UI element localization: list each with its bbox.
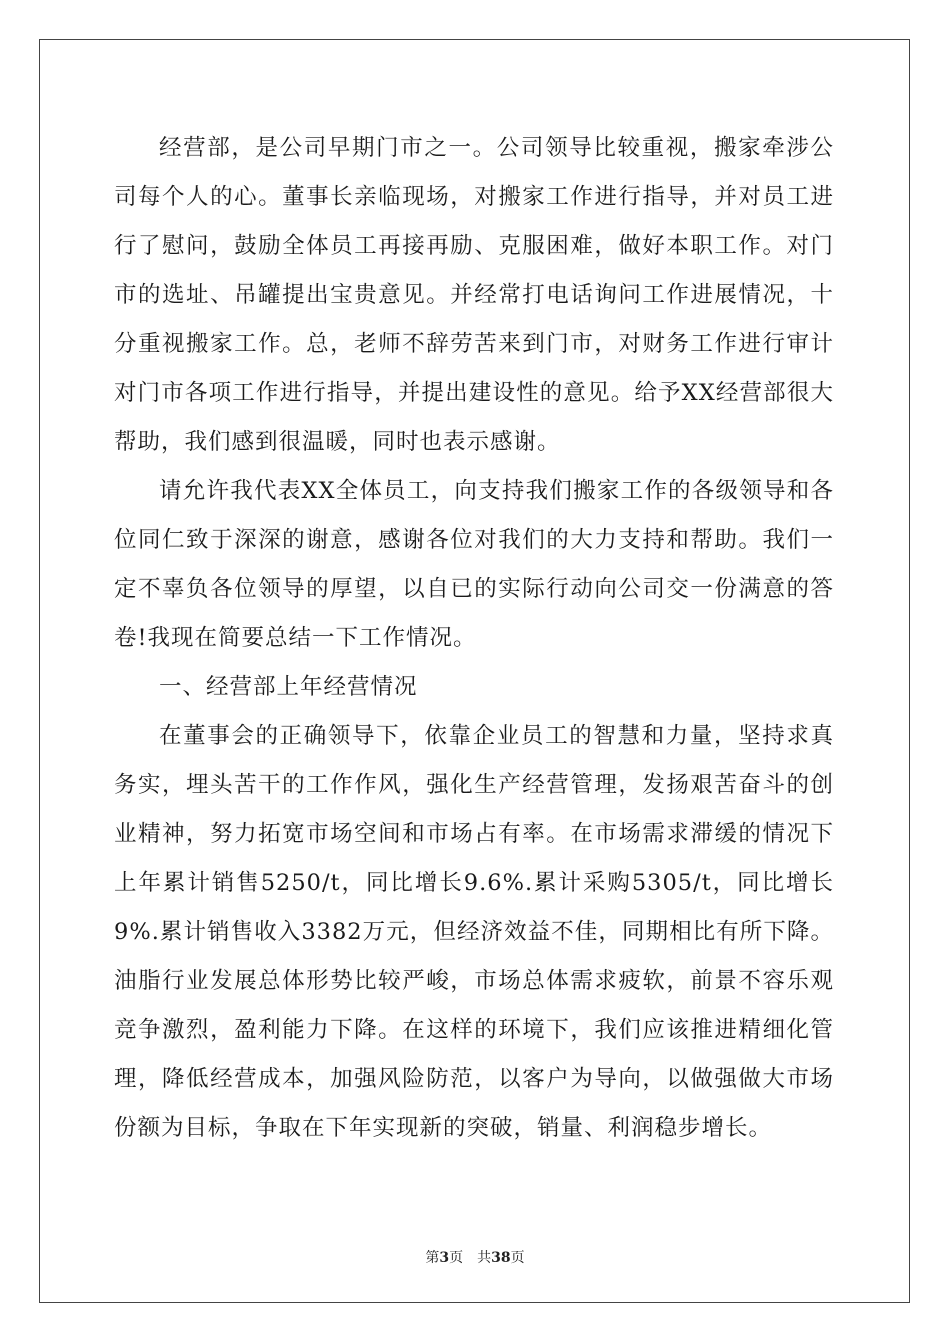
current-page-number: 3 [439,1250,450,1266]
footer-total-suffix: 页 [510,1250,525,1266]
paragraph-2: 请允许我代表XX全体员工，向支持我们搬家工作的各级领导和各位同仁致于深深的谢意，感谢各位对我们的大力支持和帮助。我们一定不辜负各位领导的厚望，以自已的实际行动向公司交一份满意的答卷!我现在简要总结一下工作情况。 [114,478,834,651]
page-footer [0,1247,950,1267]
document-body [114,124,834,1153]
footer-page-word: 页 [449,1250,464,1266]
footer-prefix: 第 [425,1250,440,1266]
footer-total-prefix: 共 [477,1250,492,1266]
section-heading: 一、经营部上年经营情况 [159,674,418,700]
paragraph-3: 在董事会的正确领导下，依靠企业员工的智慧和力量，坚持求真务实，埋头苦干的工作作风，强化生产经营管理，发扬艰苦奋斗的创业精神，努力拓宽市场空间和市场占有率。在市场需求滞缓的情况下上年累计销售5250/t，同比增长9.6%.累计采购5305/t，同比增长9%.累计销售收入3382万元，但经济效益不佳，同期相比有所下降。油脂行业发展总体形势比较严峻，市场总体需求疲软，前景不容乐观竞争激烈，盈利能力下降。在这样的环境下，我们应该推进精细化管理，降低经营成本，加强风险防范，以客户为导向，以做强做大市场份额为目标，争取在下年实现新的突破，销量、利润稳步增长。 [114,723,834,1141]
total-page-number: 38 [491,1250,511,1266]
paragraph-1: 经营部，是公司早期门市之一。公司领导比较重视，搬家牵涉公司每个人的心。董事长亲临现场，对搬家工作进行指导，并对员工进行了慰问，鼓励全体员工再接再励、克服困难，做好本职工作。对门市的选址、吊罐提出宝贵意见。并经常打电话询问工作进展情况，十分重视搬家工作。总，老师不辞劳苦来到门市，对财务工作进行审计对门市各项工作进行指导，并提出建设性的意见。给予XX经营部很大帮助，我们感到很温暖，同时也表示感谢。 [114,135,834,455]
